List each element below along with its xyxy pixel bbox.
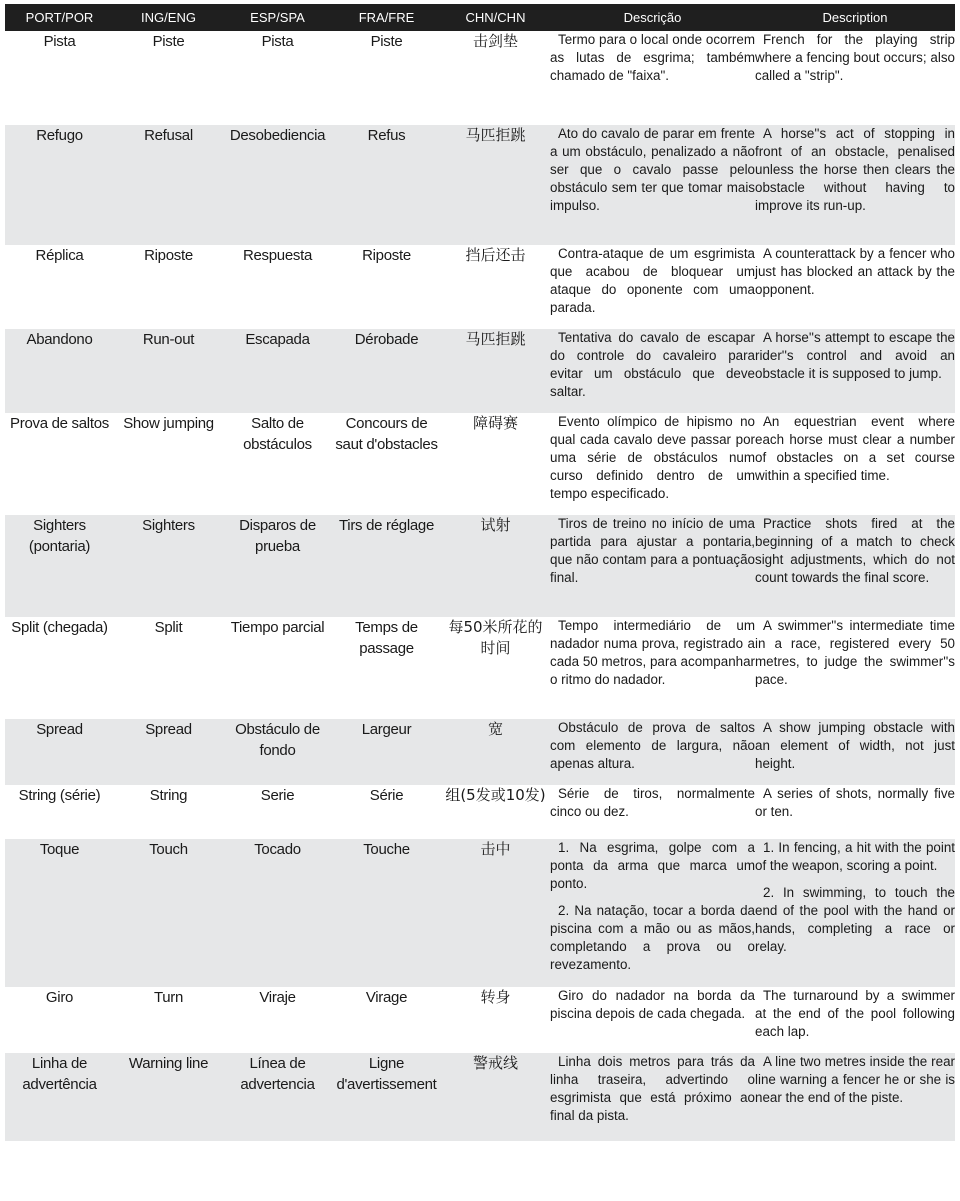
description-portuguese [550,329,755,413]
col-header-desc-en: Description [755,4,955,31]
col-header-eng: ING/ENG [114,4,223,31]
term-chinese: 转身 [441,987,550,1053]
description-paragraph: 1. Na esgrima, golpe com a ponta da arma que marca um ponto. [550,840,755,891]
term-french: Virage [332,987,441,1053]
term-spanish: Línea de advertencia [223,1053,332,1141]
description-portuguese [550,719,755,785]
term-portuguese: String (série) [5,785,114,839]
term-portuguese: Giro [5,987,114,1053]
term-spanish: Tiempo parcial [223,617,332,719]
description-english [755,987,955,1053]
term-portuguese: Pista [5,31,114,125]
table-row [5,245,955,329]
description-paragraph: Evento olímpico de hipismo no qual cada cavalo deve passar por uma série de obstáculos num curso definido dentro de um tempo especificado. [550,414,755,501]
term-chinese: 宽 [441,719,550,785]
term-chinese: 马匹拒跳 [441,125,550,245]
term-portuguese: Abandono [5,329,114,413]
term-chinese: 击中 [441,839,550,987]
term-portuguese: Linha de advertência [5,1053,114,1141]
term-portuguese: Split (chegada) [5,617,114,719]
term-french: Tirs de réglage [332,515,441,617]
term-chinese: 马匹拒跳 [441,329,550,413]
table-row [5,839,955,987]
description-paragraph: A horse''s attempt to escape the rider''s control and avoid an obstacle it is supposed to jump. [755,330,955,381]
term-portuguese: Refugo [5,125,114,245]
description-portuguese [550,785,755,839]
term-spanish: Obstáculo de fondo [223,719,332,785]
table-row [5,125,955,245]
table-row [5,785,955,839]
term-english: Riposte [114,245,223,329]
term-english: Refusal [114,125,223,245]
col-header-fre: FRA/FRE [332,4,441,31]
term-english: Warning line [114,1053,223,1141]
term-portuguese: Spread [5,719,114,785]
description-paragraph: Practice shots fired at the beginning of a match to check sight adjustments, which do not count towards the final score. [755,516,955,585]
term-chinese: 试射 [441,515,550,617]
header-row [5,4,955,31]
description-paragraph: French for the playing strip where a fencing bout occurs; also called a "strip". [755,32,955,83]
term-english: Show jumping [114,413,223,515]
description-english [755,329,955,413]
term-chinese: 击剑垫 [441,31,550,125]
term-portuguese: Prova de saltos [5,413,114,515]
description-paragraph: A show jumping obstacle with an element of width, not just height. [755,720,955,771]
description-english [755,515,955,617]
term-chinese: 挡后还击 [441,245,550,329]
term-spanish: Tocado [223,839,332,987]
table-row [5,987,955,1053]
term-french: Concours de saut d'obstacles [332,413,441,515]
description-paragraph: Linha dois metros para trás da linha traseira, advertindo o esgrimista que está próximo ao final da pista. [550,1054,755,1123]
description-paragraph: Tentativa do cavalo de escapar do controle do cavaleiro para evitar um obstáculo que deve saltar. [550,330,755,399]
term-french: Refus [332,125,441,245]
description-english [755,617,955,719]
col-header-desc-pt: Descrição [550,4,755,31]
term-portuguese: Sighters (pontaria) [5,515,114,617]
description-portuguese [550,617,755,719]
description-paragraph: Ato do cavalo de parar em frente a um obstáculo, penalizado a não ser que o cavalo passe pelo obstáculo sem ter que tomar mais impulso. [550,126,755,213]
description-paragraph: 2. Na natação, tocar a borda da piscina com a mão ou as mãos, completando a prova ou o revezamento. [550,903,755,972]
term-french: Série [332,785,441,839]
description-portuguese [550,245,755,329]
description-english [755,1053,955,1141]
description-portuguese [550,987,755,1053]
description-paragraph: Contra-ataque de um esgrimista que acabou de bloquear um ataque do oponente com uma parada. [550,246,755,315]
description-paragraph: A line two metres inside the rear line warning a fencer he or she is near the end of the piste. [755,1054,955,1105]
term-spanish: Escapada [223,329,332,413]
table-row [5,515,955,617]
col-header-chn: CHN/CHN [441,4,550,31]
description-english [755,31,955,125]
description-paragraph: Tiros de treino no início de uma partida para ajustar a pontaria, que não contam para a pontuação final. [550,516,755,585]
description-paragraph: 1. In fencing, a hit with the point of the weapon, scoring a point. [755,840,955,873]
term-spanish: Pista [223,31,332,125]
term-chinese: 障碍赛 [441,413,550,515]
description-paragraph: The turnaround by a swimmer at the end of the pool following each lap. [755,988,955,1039]
description-paragraph: A counterattack by a fencer who just has blocked an attack by the opponent. [755,246,955,297]
term-english: Split [114,617,223,719]
term-english: Piste [114,31,223,125]
description-english [755,125,955,245]
description-portuguese [550,1053,755,1141]
term-french: Temps de passage [332,617,441,719]
description-paragraph: Giro do nadador na borda da piscina depois de cada chegada. [550,988,755,1021]
term-spanish: Viraje [223,987,332,1053]
description-paragraph: A horse''s act of stopping in front of an obstacle, penalised unless the horse then clears the obstacle without having to improve its run-up. [755,126,955,213]
description-paragraph: Tempo intermediário de um nadador numa prova, registrado a cada 50 metros, para acompanhar o ritmo do nadador. [550,618,755,687]
col-header-spa: ESP/SPA [223,4,332,31]
description-english [755,839,955,987]
description-paragraph: Termo para o local onde ocorrem as lutas de esgrima; também chamado de "faixa". [550,32,755,83]
term-spanish: Salto de obstáculos [223,413,332,515]
term-english: Sighters [114,515,223,617]
description-paragraph: 2. In swimming, to touch the end of the pool with the hand or hands, completing a race or relay. [755,885,955,954]
term-french: Largeur [332,719,441,785]
table-row [5,413,955,515]
term-french: Dérobade [332,329,441,413]
term-french: Ligne d'avertissement [332,1053,441,1141]
term-spanish: Disparos de prueba [223,515,332,617]
description-paragraph: A swimmer''s intermediate time in a race, registered every 50 metres, to judge the swimmer''s pace. [755,618,955,687]
description-english [755,785,955,839]
term-spanish: Respuesta [223,245,332,329]
term-english: Turn [114,987,223,1053]
term-french: Riposte [332,245,441,329]
description-paragraph: Série de tiros, normalmente cinco ou dez. [550,786,755,819]
term-french: Touche [332,839,441,987]
term-spanish: Desobediencia [223,125,332,245]
table-row [5,31,955,125]
col-header-por: PORT/POR [5,4,114,31]
description-english [755,413,955,515]
term-english: String [114,785,223,839]
table-row [5,719,955,785]
description-paragraph: Obstáculo de prova de saltos com elemento de largura, não apenas altura. [550,720,755,771]
term-french: Piste [332,31,441,125]
description-english [755,719,955,785]
description-paragraph: A series of shots, normally five or ten. [755,786,955,819]
glossary-table [5,4,955,1141]
term-portuguese: Réplica [5,245,114,329]
description-english [755,245,955,329]
term-chinese: 警戒线 [441,1053,550,1141]
term-english: Spread [114,719,223,785]
term-spanish: Serie [223,785,332,839]
description-portuguese [550,839,755,987]
description-portuguese [550,125,755,245]
term-english: Touch [114,839,223,987]
table-row [5,329,955,413]
term-chinese: 每50米所花的时间 [441,617,550,719]
term-english: Run-out [114,329,223,413]
description-portuguese [550,413,755,515]
table-row [5,1053,955,1141]
term-portuguese: Toque [5,839,114,987]
table-row [5,617,955,719]
term-chinese: 组(5发或10发) [441,785,550,839]
description-paragraph: An equestrian event where each horse must clear a number of obstacles on a set course within a specified time. [755,414,955,483]
description-portuguese [550,515,755,617]
description-portuguese [550,31,755,125]
